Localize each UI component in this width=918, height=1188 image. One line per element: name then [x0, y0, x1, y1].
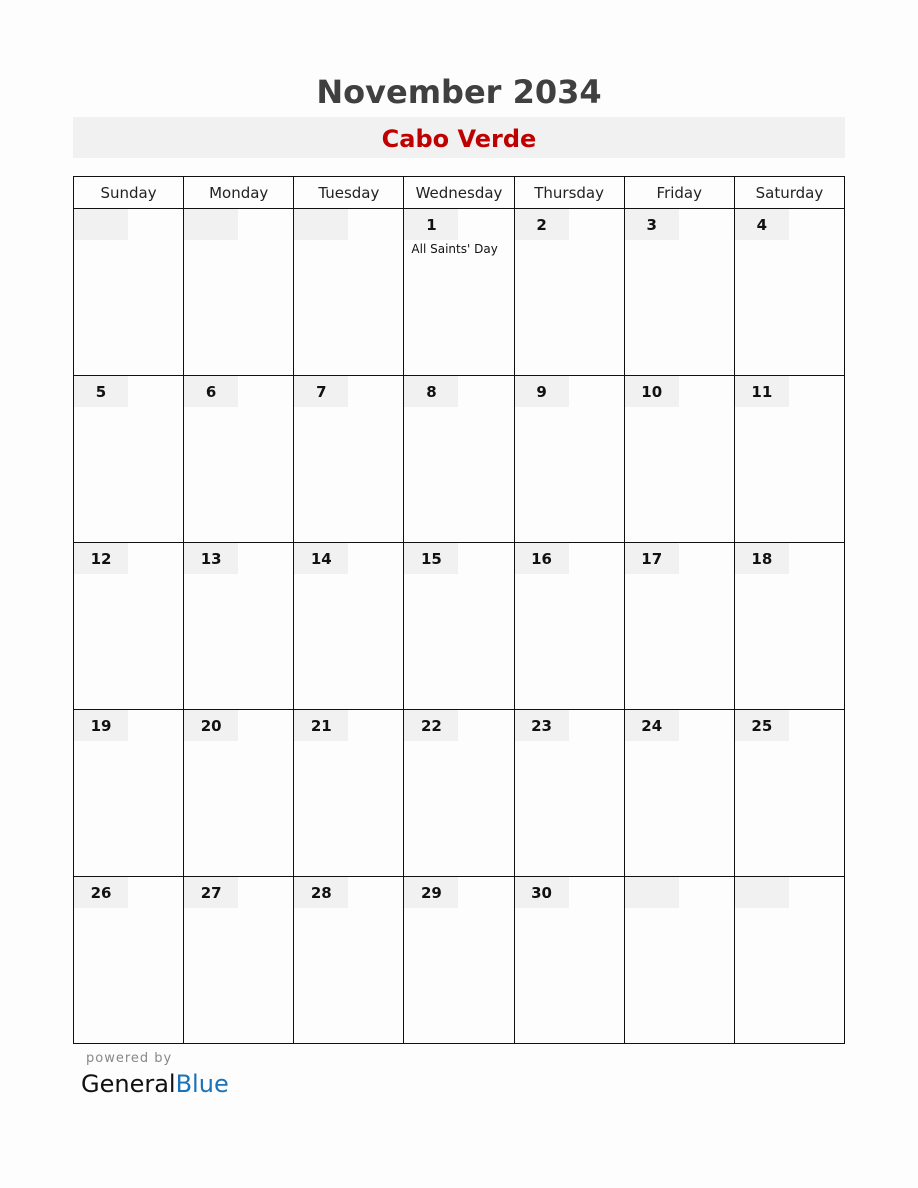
- weekday-sunday: Sunday: [74, 177, 184, 209]
- day-number: 26: [74, 877, 128, 908]
- day-number: 16: [515, 543, 569, 574]
- day-cell[interactable]: [184, 710, 294, 877]
- day-number: 3: [625, 209, 679, 240]
- week-row: [74, 543, 845, 710]
- weekday-friday: Friday: [624, 177, 734, 209]
- day-number: 9: [515, 376, 569, 407]
- day-number: 20: [184, 710, 238, 741]
- day-cell[interactable]: [514, 877, 624, 1044]
- day-number: [735, 877, 789, 908]
- day-number: 23: [515, 710, 569, 741]
- powered-by-text: powered by: [86, 1051, 173, 1066]
- day-number: 18: [735, 543, 789, 574]
- weekday-thursday: Thursday: [514, 177, 624, 209]
- day-number: [625, 877, 679, 908]
- day-number: 27: [184, 877, 238, 908]
- day-cell[interactable]: [514, 209, 624, 376]
- day-number: 5: [74, 376, 128, 407]
- day-cell[interactable]: [624, 209, 734, 376]
- empty-day-cell: [624, 877, 734, 1044]
- day-number: 6: [184, 376, 238, 407]
- day-cell[interactable]: [74, 877, 184, 1044]
- day-cell[interactable]: [404, 710, 514, 877]
- day-number: 4: [735, 209, 789, 240]
- day-cell[interactable]: [294, 543, 404, 710]
- day-cell[interactable]: [74, 710, 184, 877]
- day-cell[interactable]: [294, 376, 404, 543]
- day-number: [74, 209, 128, 240]
- empty-day-cell: [734, 877, 844, 1044]
- day-cell[interactable]: [404, 376, 514, 543]
- holiday-label: All Saints' Day: [411, 242, 498, 256]
- day-cell[interactable]: [294, 877, 404, 1044]
- day-cell[interactable]: [294, 710, 404, 877]
- brand-general: General: [81, 1070, 176, 1098]
- empty-day-cell: [184, 209, 294, 376]
- week-row: [74, 209, 845, 376]
- day-number: 2: [515, 209, 569, 240]
- week-row: [74, 376, 845, 543]
- weekday-monday: Monday: [184, 177, 294, 209]
- day-number: 10: [625, 376, 679, 407]
- day-number: 15: [404, 543, 458, 574]
- empty-day-cell: [74, 209, 184, 376]
- day-number: 30: [515, 877, 569, 908]
- day-number: 8: [404, 376, 458, 407]
- country-name: Cabo Verde: [381, 125, 537, 153]
- day-cell[interactable]: [74, 376, 184, 543]
- country-banner: [73, 117, 845, 158]
- day-cell[interactable]: [184, 877, 294, 1044]
- day-cell[interactable]: [184, 543, 294, 710]
- day-cell[interactable]: [184, 376, 294, 543]
- day-number: 7: [294, 376, 348, 407]
- day-cell[interactable]: [514, 710, 624, 877]
- day-cell[interactable]: [514, 543, 624, 710]
- week-row: [74, 710, 845, 877]
- empty-day-cell: [294, 209, 404, 376]
- day-number: 14: [294, 543, 348, 574]
- day-number: 29: [404, 877, 458, 908]
- weekday-header-row: [74, 177, 845, 209]
- day-number: 22: [404, 710, 458, 741]
- day-number: 28: [294, 877, 348, 908]
- day-number: 13: [184, 543, 238, 574]
- day-number: 12: [74, 543, 128, 574]
- day-number: 11: [735, 376, 789, 407]
- weekday-saturday: Saturday: [734, 177, 844, 209]
- day-number: 25: [735, 710, 789, 741]
- day-number: 24: [625, 710, 679, 741]
- day-cell[interactable]: [734, 710, 844, 877]
- day-cell[interactable]: [404, 877, 514, 1044]
- day-cell[interactable]: [404, 543, 514, 710]
- weekday-wednesday: Wednesday: [404, 177, 514, 209]
- day-cell[interactable]: [734, 376, 844, 543]
- page-title: November 2034: [316, 73, 602, 111]
- brand-blue: Blue: [175, 1070, 229, 1098]
- day-cell[interactable]: [624, 710, 734, 877]
- day-cell[interactable]: [74, 543, 184, 710]
- weekday-tuesday: Tuesday: [294, 177, 404, 209]
- day-cell[interactable]: [514, 376, 624, 543]
- day-cell[interactable]: [404, 209, 514, 376]
- day-cell[interactable]: [624, 543, 734, 710]
- day-cell[interactable]: [624, 376, 734, 543]
- week-row: [74, 877, 845, 1044]
- day-number: [294, 209, 348, 240]
- day-cell[interactable]: [734, 543, 844, 710]
- calendar-grid: [73, 176, 845, 1044]
- day-number: [184, 209, 238, 240]
- day-number: 21: [294, 710, 348, 741]
- generalblue-logo[interactable]: [81, 1068, 229, 1100]
- day-number: 17: [625, 543, 679, 574]
- day-cell[interactable]: [734, 209, 844, 376]
- day-number: 19: [74, 710, 128, 741]
- day-number: 1: [404, 209, 458, 240]
